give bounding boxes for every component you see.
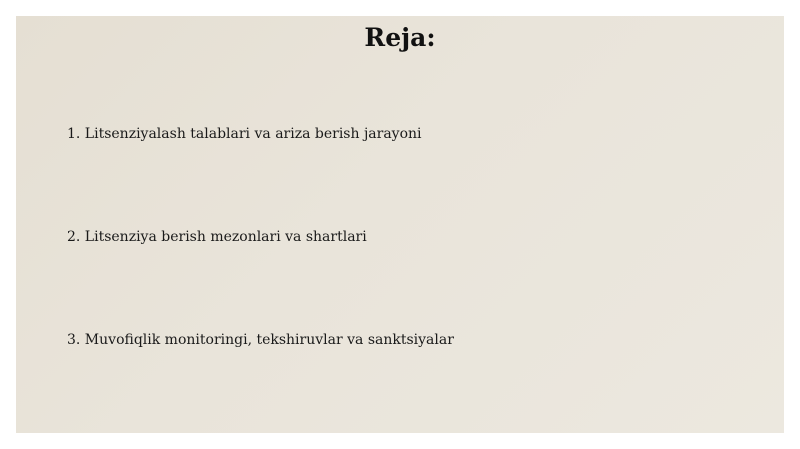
- plan-item-2: 2. Litsenziya berish mezonlari va shartlari: [67, 229, 367, 245]
- plan-item-1: 1. Litsenziyalash talablari va ariza berish jarayoni: [67, 126, 422, 142]
- slide: [16, 16, 784, 433]
- slide-title: Reja:: [364, 23, 436, 52]
- plan-item-3: 3. Muvofiqlik monitoringi, tekshiruvlar va sanktsiyalar: [67, 332, 454, 348]
